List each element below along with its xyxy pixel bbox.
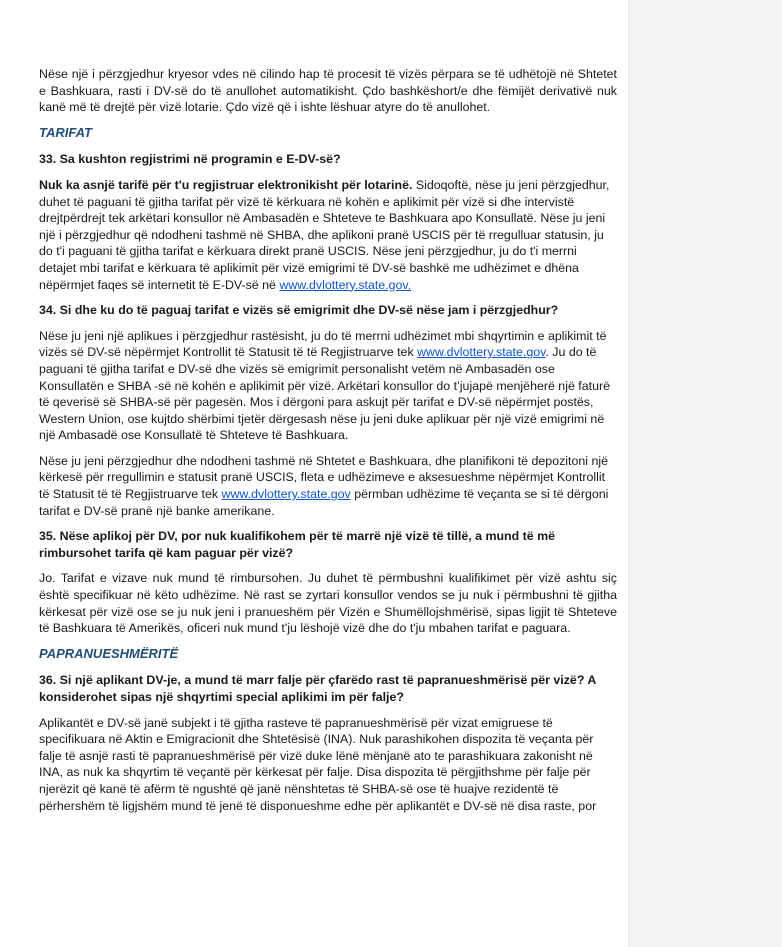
answer-34a	[39, 328, 617, 444]
question-33: 33. Sa kushton regjistrimi në programin e E-DV-së?	[39, 152, 341, 167]
section-heading-papranueshmerite: PAPRANUESHMËRITË	[39, 645, 179, 661]
section-heading-tarifat: TARIFAT	[39, 124, 92, 140]
answer-34b-text-1: Nëse ju jeni përzgjedhur dhe ndodheni tashmë në Shtetet e Bashkuara, dhe planifikoni të depozitoni një kërkesë për rregullimin e statusit pranë USCIS, fleta e udhëzimeve e aksesueshme nëpërmjet Kontrollit të Statusit të të Regjistruarve tek	[39, 453, 608, 502]
answer-33-bold: Nuk ka asnjë tarifë për t'u regjistruar elektronikisht për lotarinë.	[39, 177, 413, 192]
answer-35: Jo. Tarifat e vizave nuk mund të rimbursohen. Ju duhet të përmbushni kualifikimet për vizë ashtu siç është specifikuar në këto udhëzime. Në rast se zyrtari konsullor vendos se ju nuk i përmbushni të gjitha kërkesat për vizë ose se ju nuk jeni i pranueshëm për Vizën e Shumëllojshmërisë, sipas ligjit të Shteteve të Bashkuara të Amerikës, oficeri nuk mund t'ju lëshojë vizë dhe do t'ju mbahen tarifat e paguara.	[39, 571, 617, 636]
dvlottery-link-1[interactable]: www.dvlottery.state.gov.	[279, 277, 412, 292]
right-margin-panel	[628, 0, 782, 947]
answer-33-text: Sidoqoftë, nëse ju jeni përzgjedhur, duhet të paguani të gjitha tarifat për vizë të kërkuara në kohën e aplikimit për vizë si dhe intervistë drejtpërdrejt tek arkëtari konsullor në Ambasadën e Shteteve te Bashkuara apo Konsullatë. Nëse ju jeni një i përzgjedhur që ndodheni tashmë në SHBA, dhe aplikoni pranë USCIS për të rregulluar statusin, ju do t'i paguani të gjitha tarifat e kërkuara direkt pranë USCIS. Nëse jeni përzgjedhur, ju do t'i merrni detajet mbi tarifat e kërkuara të aplikimit për vizë emigrimi të DV-së bashkë me udhëzimet e dhëna nëpërmjet faqes së internetit të E-DV-së në	[39, 177, 610, 292]
answer-34a-text-1: Nëse ju jeni një aplikues i përzgjedhur rastësisht, ju do të merrni udhëzimet mbi shqyrtimin e aplikimit të vizës së DV-së nëpërmjet Kontrollit të Statusit të të Regjistruarve tek	[39, 328, 607, 360]
intro-paragraph: Nëse një i përzgjedhur kryesor vdes në cilindo hap të procesit të vizës përpara se të udhëtojë në Shtetet e Bashkuara, rasti i DV-së do të anullohet automatikisht. Çdo bashkëshort/e dhe fëmijët derivativë nuk kanë më të drejtë për vizë lotarie. Çdo vizë që i ishte lëshuar atyre do të anullohet.	[39, 67, 617, 115]
answer-34a-text-2: . Ju do të paguani të gjitha tarifat e DV-së dhe vizës së emigrimit personalisht vetëm në Ambasadën ose Konsullatën e SHBA -së në kohën e aplikimit për vizë. Arkëtari konsullor do t’jujapë menjëherë një faturë të qeverisë së SHBA-së për pagesën. Mos i dërgoni para askujt për tarifat e DV-së nëpërmjet postës, Western Union, ose kujtdo shërbimi tjetër dërgesash nëse ju jeni duke aplikuar për një vizë emigrimi në një Ambasadë ose Konsullatë të Shteteve të Bashkuara.	[39, 345, 610, 443]
answer-36: Aplikantët e DV-së janë subjekt i të gjitha rasteve të papranueshmërisë për vizat emigruese të specifikuara në Aktin e Emigracionit dhe Shtetësisë (INA). Nuk parashikohen dispozita të veçanta për falje të asnjë rasti të papranueshmërisë për vizë duke lënë mënjanë ato te parashikuara zakonisht në INA, as nuk ka shqyrtim të veçantë për kërkesat për falje. Disa dispozita të përgjithshme për falje për njerëzit që kanë të afërm të ngushtë që janë nënshtetas të SHBA-së ose të huajve rezidentë të përhershëm të ligjshëm mund të jenë të disponueshme edhe për aplikantët e DV-së në disa raste, por	[39, 715, 597, 813]
answer-33	[39, 177, 617, 293]
answer-34b	[39, 453, 617, 519]
question-34: 34. Si dhe ku do të paguaj tarifat e vizës së emigrimit dhe DV-së nëse jam i përzgjedhur?	[39, 303, 559, 318]
document-body	[39, 66, 617, 823]
dvlottery-link-2[interactable]: www.dvlottery.state.gov	[417, 345, 546, 360]
question-35: 35. Nëse aplikoj për DV, por nuk kualifikohem për të marrë një vizë të tillë, a mund të më rimbursohet tarifa që kam paguar për vizë?	[39, 529, 555, 560]
question-36: 36. Si një aplikant DV-je, a mund të marr falje për çfarëdo rast të papranueshmërisë për vizë? A konsiderohet sipas një shqyrtimi special aplikimi im për falje?	[39, 673, 596, 704]
answer-34b-text-2: përmban udhëzime të veçanta se si të dërgoni tarifat e DV-së pranë një banke amerikane.	[39, 487, 609, 518]
dvlottery-link-3[interactable]: www.dvlottery.state.gov	[221, 487, 351, 502]
